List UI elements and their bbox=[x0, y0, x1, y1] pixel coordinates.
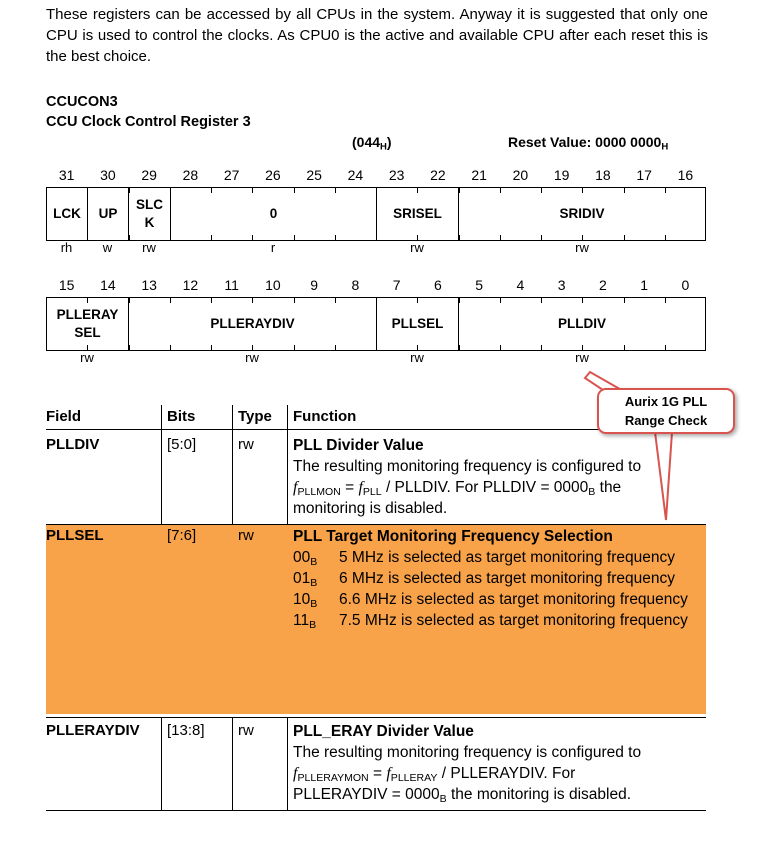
field-sridiv: SRIDIV bbox=[458, 188, 706, 240]
field-plldiv: PLLDIV bbox=[458, 298, 706, 350]
row-pllsel-type: rw bbox=[238, 527, 254, 544]
lower-access-row bbox=[46, 350, 706, 368]
col-divider-2a bbox=[232, 405, 233, 524]
lower-register-row bbox=[46, 297, 706, 351]
access-plldiv: rw bbox=[575, 350, 589, 365]
bit-number: 2 bbox=[598, 277, 607, 293]
row-rule-1 bbox=[46, 524, 706, 525]
field-plleraydiv: PLLERAYDIV bbox=[128, 298, 376, 350]
row-pllsel-bits: [7:6] bbox=[167, 527, 197, 544]
bit-tick bbox=[582, 188, 583, 193]
bit-number: 11 bbox=[224, 277, 239, 293]
bit-number: 16 bbox=[677, 167, 694, 183]
bit-number: 18 bbox=[595, 167, 611, 183]
register-heading bbox=[46, 92, 251, 132]
bit-number: 23 bbox=[388, 167, 405, 183]
bit-number: 26 bbox=[265, 167, 281, 183]
bit-tick bbox=[624, 188, 625, 193]
bit-tick bbox=[129, 188, 130, 193]
bit-tick bbox=[87, 188, 88, 193]
callout-line1: Aurix 1G PLL bbox=[624, 394, 708, 409]
access-slck: rw bbox=[142, 240, 156, 255]
access-pllerraysel: rw bbox=[80, 350, 94, 365]
row-plldiv-type: rw bbox=[238, 436, 254, 453]
bit-number: 22 bbox=[430, 167, 446, 183]
register-title: CCU Clock Control Register 3 bbox=[46, 114, 251, 130]
reset-value: Reset Value: 0000 $0000_H$ bbox=[508, 134, 669, 153]
row-pllsel-field: PLLSEL bbox=[46, 527, 104, 544]
header-function: Function bbox=[293, 408, 357, 425]
row-plleraydiv-field: PLLERAYDIV bbox=[46, 722, 140, 739]
pllsel-option-10: $10_B$ 6.6 MHz is selected as target monitoring frequency bbox=[293, 591, 688, 610]
bit-tick bbox=[665, 298, 666, 303]
bit-number: 30 bbox=[100, 167, 116, 183]
col-divider-3b bbox=[287, 717, 288, 810]
row-plleraydiv-function: PLL_ERAY Divider Value The resulting monitoring frequency is configured to $f_{PLLERAYMON} = f_{PLLERAY}$ / PLLERAYDIV. For PLLERAYDIV = $0000_B$ the monitoring is disabled. bbox=[293, 723, 642, 805]
table-bottom-rule bbox=[46, 810, 706, 811]
bit-tick bbox=[335, 298, 336, 303]
bit-tick bbox=[252, 188, 253, 193]
bit-number: 4 bbox=[516, 277, 525, 293]
bit-number: 5 bbox=[475, 277, 484, 293]
bit-tick bbox=[500, 298, 501, 303]
bit-tick bbox=[87, 298, 88, 303]
row-plldiv-field: PLLDIV bbox=[46, 436, 100, 453]
bit-number: 6 bbox=[433, 277, 442, 293]
upper-register-row bbox=[46, 187, 706, 241]
register-offset: $(044_H)$ bbox=[352, 134, 392, 153]
pllsel-option-00: $00_B$ 5 MHz is selected as target monitoring frequency bbox=[293, 549, 675, 568]
bit-tick bbox=[335, 188, 336, 193]
field-up: UP bbox=[87, 188, 128, 240]
bit-number: 28 bbox=[182, 167, 199, 183]
field-pllerraysel: PLLERAY SEL bbox=[46, 298, 128, 350]
access-lck: rh bbox=[60, 240, 73, 255]
header-field: Field bbox=[46, 408, 82, 425]
access-up: w bbox=[102, 240, 113, 255]
col-divider-2b bbox=[232, 717, 233, 810]
bit-number: 3 bbox=[557, 277, 566, 293]
bit-number: 20 bbox=[512, 167, 529, 183]
field-pllsel: PLLSEL bbox=[376, 298, 458, 350]
bit-number: 19 bbox=[553, 167, 570, 183]
bit-tick bbox=[459, 188, 460, 193]
field-slck: SLC K bbox=[128, 188, 170, 240]
header-bits: Bits bbox=[167, 408, 196, 425]
bit-tick bbox=[500, 188, 501, 193]
bit-number: 1 bbox=[640, 277, 649, 293]
access-sridiv: rw bbox=[575, 240, 589, 255]
bit-number: 31 bbox=[58, 167, 75, 183]
bit-number: 14 bbox=[100, 277, 116, 293]
pllsel-option-01: $01_B$ 6 MHz is selected as target monitoring frequency bbox=[293, 570, 675, 589]
access-srisel: rw bbox=[410, 240, 424, 255]
bit-tick bbox=[624, 298, 625, 303]
register-name: CCUCON3 bbox=[46, 94, 118, 110]
callout-line2: Range Check bbox=[624, 413, 708, 428]
bit-tick bbox=[211, 298, 212, 303]
bit-number: 29 bbox=[141, 167, 157, 183]
row-rule-2 bbox=[46, 717, 706, 718]
bit-tick bbox=[129, 298, 130, 303]
bit-number: 21 bbox=[471, 167, 487, 183]
bit-number: 10 bbox=[265, 277, 281, 293]
access-plleraydiv: rw bbox=[245, 350, 259, 365]
col-divider-1b bbox=[161, 717, 162, 810]
bit-number: 17 bbox=[636, 167, 652, 183]
bit-number: 27 bbox=[223, 167, 240, 183]
bit-tick bbox=[252, 298, 253, 303]
row-plleraydiv-bits: [13:8] bbox=[167, 722, 205, 739]
bit-tick bbox=[294, 298, 295, 303]
upper-access-row bbox=[46, 240, 706, 258]
access-pllsel: rw bbox=[410, 350, 424, 365]
col-divider-3a bbox=[287, 405, 288, 524]
bit-tick bbox=[211, 188, 212, 193]
bit-tick bbox=[417, 188, 418, 193]
row-pllsel-function: PLL Target Monitoring Frequency Selection $00_B$ 5 MHz is selected as target monitoring frequency $01_B$ 6 MHz is selected as target monitoring frequency $10_B$ 6.6 MHz is selected as target monitoring frequency $11_B$ 7.5 MHz is selected as target monitoring frequency bbox=[293, 526, 706, 631]
bit-tick bbox=[376, 188, 377, 193]
bit-tick bbox=[417, 298, 418, 303]
bit-number: 15 bbox=[58, 277, 75, 293]
header-type: Type bbox=[238, 408, 272, 425]
bit-number: 13 bbox=[141, 277, 157, 293]
lower-bit-numbers bbox=[46, 277, 706, 295]
callout-box bbox=[597, 388, 735, 434]
bit-tick bbox=[376, 298, 377, 303]
bit-number: 12 bbox=[182, 277, 199, 293]
bit-tick bbox=[170, 188, 171, 193]
bit-tick bbox=[582, 298, 583, 303]
intro-text: These registers can be accessed by all CPUs in the system. Anyway it is suggested that only one CPU is used to control the clocks. As CPU0 is the active and available CPU after each reset this is the best choice. bbox=[46, 6, 708, 65]
bit-number: 0 bbox=[681, 277, 690, 293]
bit-number: 24 bbox=[347, 167, 364, 183]
upper-bit-numbers bbox=[46, 167, 706, 185]
field-lck: LCK bbox=[46, 188, 87, 240]
bit-tick bbox=[541, 298, 542, 303]
intro-paragraph bbox=[46, 4, 708, 67]
row-plleraydiv-type: rw bbox=[238, 722, 254, 739]
field-reserved-zero: 0 bbox=[170, 188, 376, 240]
bit-number: 7 bbox=[392, 277, 401, 293]
bit-number: 8 bbox=[351, 277, 360, 293]
bit-tick bbox=[170, 298, 171, 303]
field-srisel: SRISEL bbox=[376, 188, 458, 240]
col-divider-1a bbox=[161, 405, 162, 524]
bit-number: 9 bbox=[310, 277, 319, 293]
bit-tick bbox=[294, 188, 295, 193]
bit-tick bbox=[665, 188, 666, 193]
row-plldiv-bits: [5:0] bbox=[167, 436, 197, 453]
row-plldiv-function: PLL Divider Value The resulting monitoring frequency is configured to $f_{PLLMON} = f_{PLL}$ / PLLDIV. For PLLDIV = $0000_B$ the monitoring is disabled. bbox=[293, 437, 642, 517]
bit-number: 25 bbox=[306, 167, 322, 183]
bit-tick bbox=[459, 298, 460, 303]
bit-tick bbox=[541, 188, 542, 193]
access-reserved: r bbox=[270, 240, 276, 255]
pllsel-option-11: $11_B$ 7.5 MHz is selected as target monitoring frequency bbox=[293, 612, 688, 631]
